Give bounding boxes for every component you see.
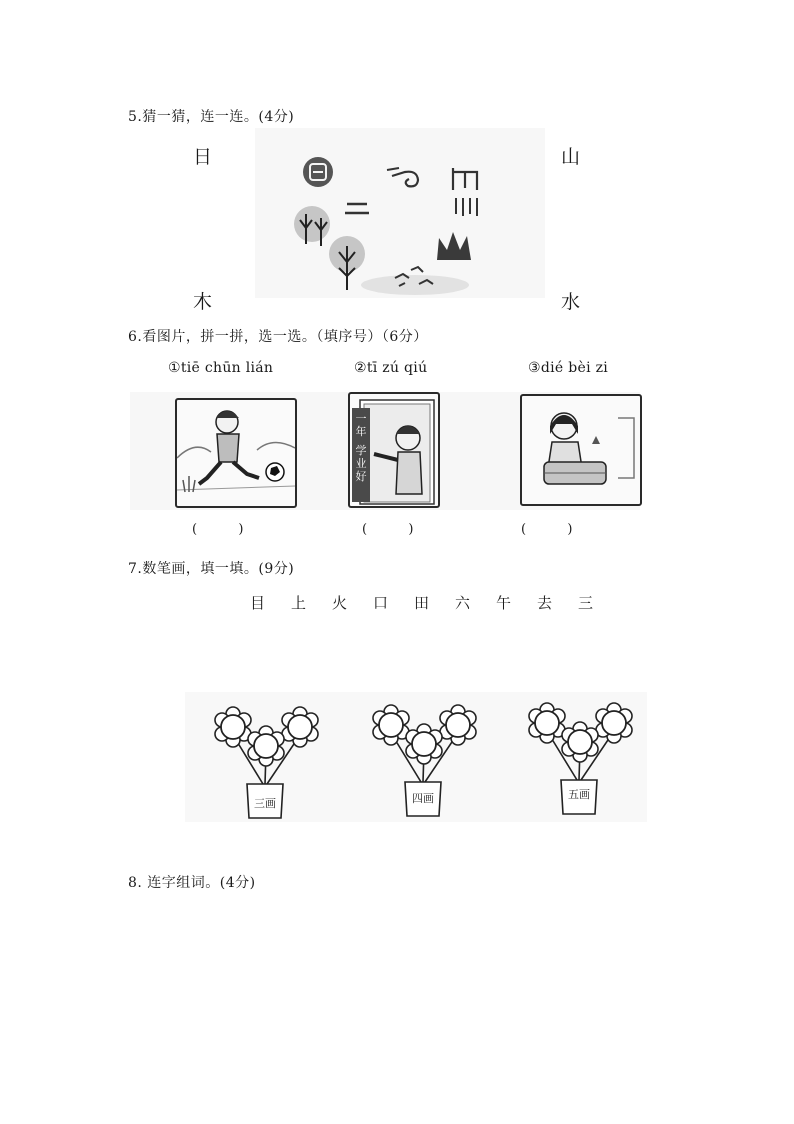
- q6-title: 6.看图片，拼一拼，选一选。（填序号）（6分）: [128, 329, 428, 345]
- q6-picture-2: [348, 392, 440, 508]
- q7-char-5: 田: [414, 594, 430, 612]
- q7-char-9: 三: [578, 594, 594, 612]
- answer-slot-3-1[interactable]: [221, 715, 245, 739]
- q8-title: 8. 连字组词。(4分): [128, 875, 256, 891]
- q5-char-mu[interactable]: 木: [193, 291, 213, 313]
- q7-char-7: 午: [496, 594, 512, 612]
- q7-char-1: 目: [250, 594, 266, 612]
- q7-char-6: 六: [455, 594, 471, 612]
- q5-char-ri[interactable]: 日: [193, 146, 213, 168]
- couplet-text-2: 学业好: [355, 444, 367, 483]
- couplet-text-1: 一年: [355, 412, 367, 438]
- boy-kicking-football-icon: [177, 400, 295, 506]
- q6-picture-1: [175, 398, 297, 508]
- q6-blank-3[interactable]: ( ): [521, 522, 573, 537]
- q6-option-3: ③dié bèi zi: [528, 360, 609, 376]
- q6-blank-2[interactable]: ( ): [362, 522, 414, 537]
- girl-folding-quilt-icon: [522, 396, 640, 504]
- q7-char-8: 去: [537, 594, 553, 612]
- answer-slot-3-3[interactable]: [288, 715, 312, 739]
- answer-slot-3-2[interactable]: [254, 734, 278, 758]
- q7-char-4: 口: [373, 594, 389, 612]
- q6-option-2: ②tī zú qiú: [354, 360, 428, 376]
- q5-char-shui[interactable]: 水: [561, 291, 581, 313]
- q6-option-1: ①tiē chūn lián: [168, 360, 274, 376]
- sun-pictograph-icon[interactable]: [303, 157, 333, 187]
- q7-char-list: [250, 592, 619, 613]
- pot-label-3: 三画: [254, 797, 276, 810]
- q7-title: 7.数笔画，填一填。(9分): [128, 561, 295, 577]
- pot-label-4: 四画: [412, 792, 434, 805]
- pot-label-5: 五画: [568, 788, 590, 801]
- q6-blank-1[interactable]: ( ): [192, 522, 244, 537]
- q5-title: 5.猜一猜，连一连。(4分): [128, 109, 295, 125]
- q7-char-3: 火: [332, 594, 348, 612]
- q6-picture-3: [520, 394, 642, 506]
- q5-pictograph-panel: [255, 128, 545, 298]
- q7-char-2: 上: [291, 594, 307, 612]
- q5-char-shan[interactable]: 山: [561, 146, 581, 168]
